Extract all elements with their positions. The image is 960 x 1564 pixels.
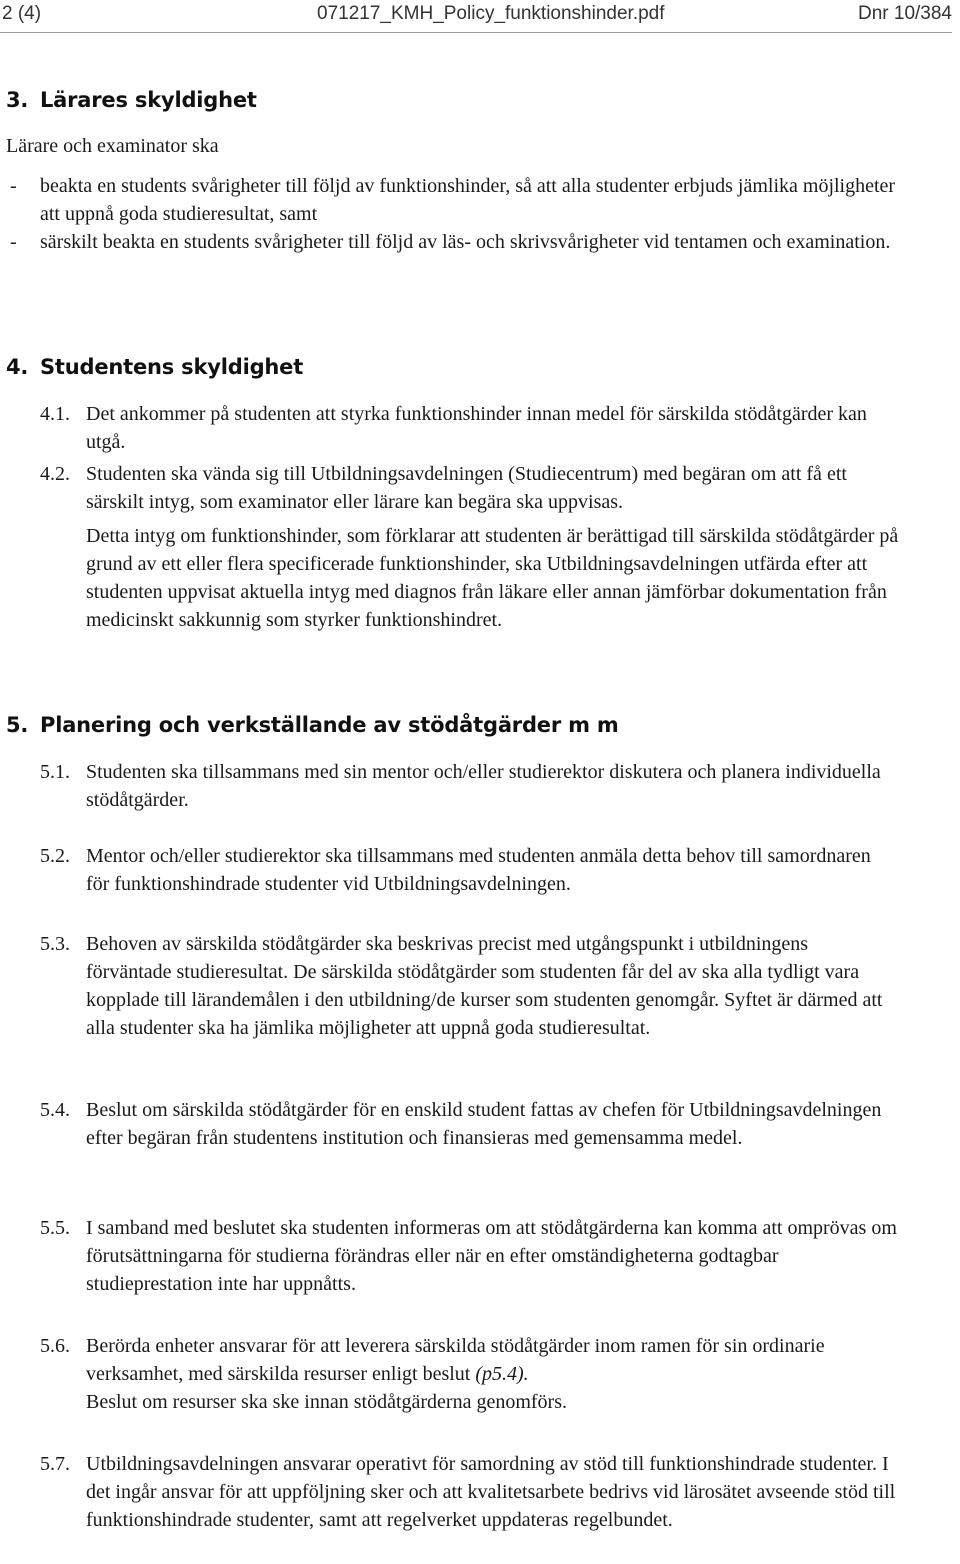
item-number: 5.6. — [40, 1335, 70, 1357]
cross-reference: (p5.4). — [475, 1363, 529, 1385]
bullet-marker: - — [10, 231, 17, 253]
item-number: 4.2. — [40, 463, 70, 485]
item-text-continued: Detta intyg om funktionshinder, som förklarar att studenten är berättigad till särskilda stödåtgärder på grund av ett eller flera specificerade funktionshinder, ska Utbildningsavdelningen utfärda efter att studenten uppvisat aktuella intyg med diagnos från läkare eller annan jämförbar dokumentation från medicinskt sakkunnig som styrker funktionshindret. — [86, 525, 899, 631]
section-3-intro: Lärare och examinator ska — [6, 135, 219, 157]
section-3-title: Lärares skyldighet — [40, 88, 257, 112]
section-3-number: 3. — [6, 88, 29, 112]
section-3-bullet: beakta en students svårigheter till följd av funktionshinder, så att alla studenter erbjuds jämlika möjligheter att uppnå goda studieresultat, samt — [40, 175, 896, 225]
item-number: 4.1. — [40, 403, 70, 425]
item-number: 5.4. — [40, 1099, 70, 1121]
section-4-title: Studentens skyldighet — [40, 355, 304, 379]
item-number: 5.3. — [40, 933, 70, 955]
bullet-marker: - — [10, 175, 17, 197]
section-5-number: 5. — [6, 713, 29, 737]
item-text: Studenten ska vända sig till Utbildningsavdelningen (Studiecentrum) med begäran om att få ett särskilt intyg, som examinator eller lärare kan begära ska uppvisas. — [86, 463, 847, 513]
item-number: 5.7. — [40, 1453, 70, 1475]
section-5-heading — [6, 713, 619, 737]
section-3-bullet: särskilt beakta en students svårigheter till följd av läs- och skrivsvårigheter vid tentamen och examination. — [40, 231, 891, 253]
item-number: 5.2. — [40, 845, 70, 867]
item-text: Studenten ska tillsammans med sin mentor och/eller studierektor diskutera och planera individuella stödåtgärder. — [86, 761, 881, 811]
section-5-title: Planering och verkställande av stödåtgärder m m — [40, 713, 619, 737]
document-filename: 071217_KMH_Policy_funktionshinder.pdf — [317, 3, 665, 24]
section-4-heading — [6, 355, 303, 379]
document-reference: Dnr 10/384 — [857, 3, 952, 24]
section-4-number: 4. — [6, 355, 29, 379]
item-text: Behoven av särskilda stödåtgärder ska beskrivas precist med utgångspunkt i utbildningens förväntade studieresultat. De särskilda stödåtgärder som studenten får del av ska alla tydligt vara kopplade till lärandemålen i den utbildning/de kurser som studenten genomgår. Syftet är därmed att alla studenter ska ha jämlika möjligheter att uppnå goda studieresultat. — [86, 933, 883, 1039]
item-text: Beslut om särskilda stödåtgärder för en enskild student fattas av chefen för Utbildningsavdelningen efter begäran från studentens institution och finansieras med gemensamma medel. — [86, 1099, 882, 1149]
header-divider — [0, 32, 952, 33]
section-3-heading — [6, 88, 257, 112]
item-text: I samband med beslutet ska studenten informeras om att stödåtgärderna kan komma att omprövas om förutsättningarna för studierna förändras eller när en efter omständigheterna godtagbar studieprestation inte har uppnåtts. — [86, 1217, 897, 1295]
page-number: 2 (4) — [2, 3, 42, 24]
item-text: Mentor och/eller studierektor ska tillsammans med studenten anmäla detta behov till samordnaren för funktionshindrade studenter vid Utbildningsavdelningen. — [86, 845, 871, 895]
item-text — [86, 1332, 898, 1388]
item-text-body: Berörda enheter ansvarar för att leverera särskilda stödåtgärder inom ramen för sin ordinarie verksamhet, med särskilda resurser enligt beslut — [86, 1335, 825, 1385]
item-number: 5.1. — [40, 761, 70, 783]
item-text: Det ankommer på studenten att styrka funktionshinder innan medel för särskilda stödåtgärder kan utgå. — [86, 403, 867, 453]
page-header — [0, 3, 952, 29]
item-number: 5.5. — [40, 1217, 70, 1239]
item-text-continued: Beslut om resurser ska ske innan stödåtgärderna genomförs. — [86, 1391, 567, 1413]
item-text: Utbildningsavdelningen ansvarar operativt för samordning av stöd till funktionshindrade studenter. I det ingår ansvar för att uppföljning sker och att kvalitetsarbete bedrivs vid lärosätet avseende stöd till funktionshindrade studenter, samt att regelverket uppdateras regelbundet. — [86, 1453, 896, 1531]
